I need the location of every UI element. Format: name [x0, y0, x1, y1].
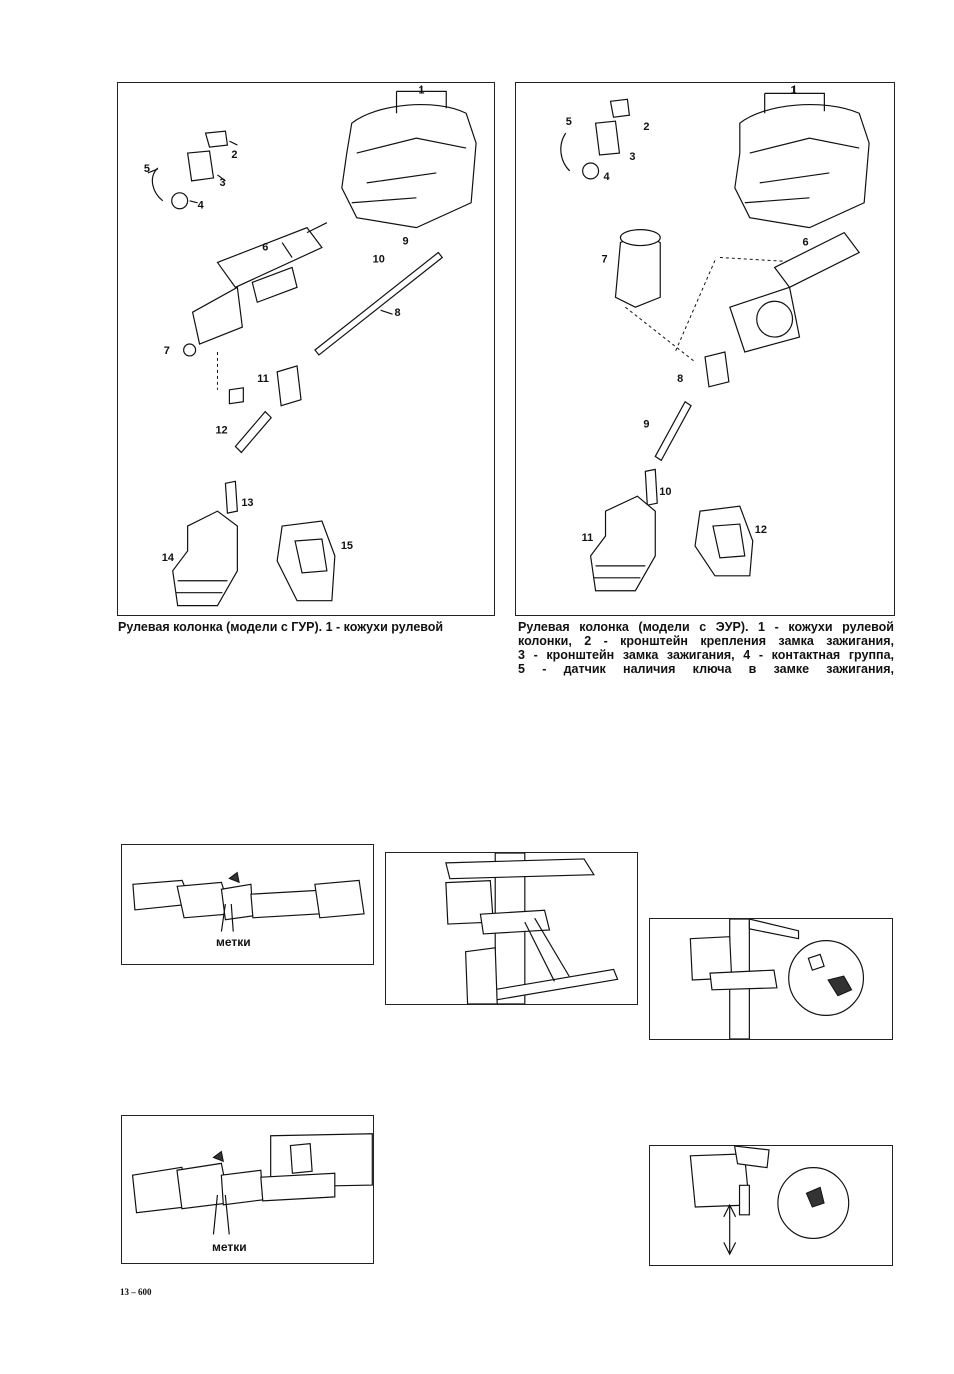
label-14: 14 — [161, 551, 174, 564]
label-4: 4 — [603, 170, 610, 183]
figure-bracket-tool — [385, 852, 638, 1005]
label-6: 6 — [262, 241, 269, 254]
label-12: 12 — [215, 424, 228, 437]
label-5: 5 — [143, 162, 150, 175]
label-6: 6 — [802, 236, 809, 249]
label-7: 7 — [601, 253, 608, 266]
label-10: 10 — [372, 253, 385, 266]
caption-line: Рулевая колонка (модели с ЭУР). 1 - кожухи рулевой — [518, 620, 894, 634]
label-5: 5 — [565, 116, 572, 129]
label-7: 7 — [163, 344, 170, 357]
label-15: 15 — [340, 539, 353, 552]
figure-caption-gur: Рулевая колонка (модели с ГУР). 1 - кожухи рулевой — [118, 620, 444, 634]
figure-bolt-replacement — [649, 918, 893, 1040]
marks-label: метки — [212, 1240, 247, 1254]
label-9: 9 — [643, 418, 650, 431]
label-8: 8 — [394, 307, 401, 320]
joint-marks-bottom-drawing — [122, 1116, 373, 1263]
label-2: 2 — [643, 121, 650, 134]
bolt-replacement-drawing — [650, 919, 892, 1039]
figure-caption-eur — [518, 620, 894, 676]
label-11: 11 — [257, 372, 269, 385]
figure-steering-column-eur — [515, 82, 895, 616]
label-12: 12 — [754, 524, 767, 537]
label-10: 10 — [659, 486, 672, 499]
page-number: 13 – 600 — [120, 1287, 152, 1297]
caption-line: колонки, 2 - кронштейн крепления замка зажигания, — [518, 634, 894, 648]
marks-label: метки — [216, 935, 251, 949]
caption-line: 5 - датчик наличия ключа в замке зажигания, — [518, 662, 894, 676]
label-4: 4 — [197, 199, 204, 212]
label-8: 8 — [677, 372, 684, 385]
label-2: 2 — [231, 149, 238, 162]
label-13: 13 — [241, 497, 254, 510]
figure-steering-column-gur — [117, 82, 495, 616]
label-1: 1 — [790, 84, 797, 97]
steering-column-eur-drawing — [516, 83, 894, 615]
figure-joint-marks-top — [121, 844, 374, 965]
label-3: 3 — [219, 176, 226, 189]
label-11: 11 — [581, 531, 594, 544]
steering-column-gur-drawing — [118, 83, 494, 615]
figure-key-cylinder — [649, 1145, 893, 1266]
bracket-tool-drawing — [386, 853, 637, 1004]
caption-line: 3 - кронштейн замка зажигания, 4 - контактная группа, — [518, 648, 894, 662]
label-3: 3 — [629, 151, 636, 163]
label-1: 1 — [418, 84, 425, 97]
figure-joint-marks-bottom — [121, 1115, 374, 1264]
key-cylinder-drawing — [650, 1146, 892, 1265]
label-9: 9 — [402, 235, 409, 248]
